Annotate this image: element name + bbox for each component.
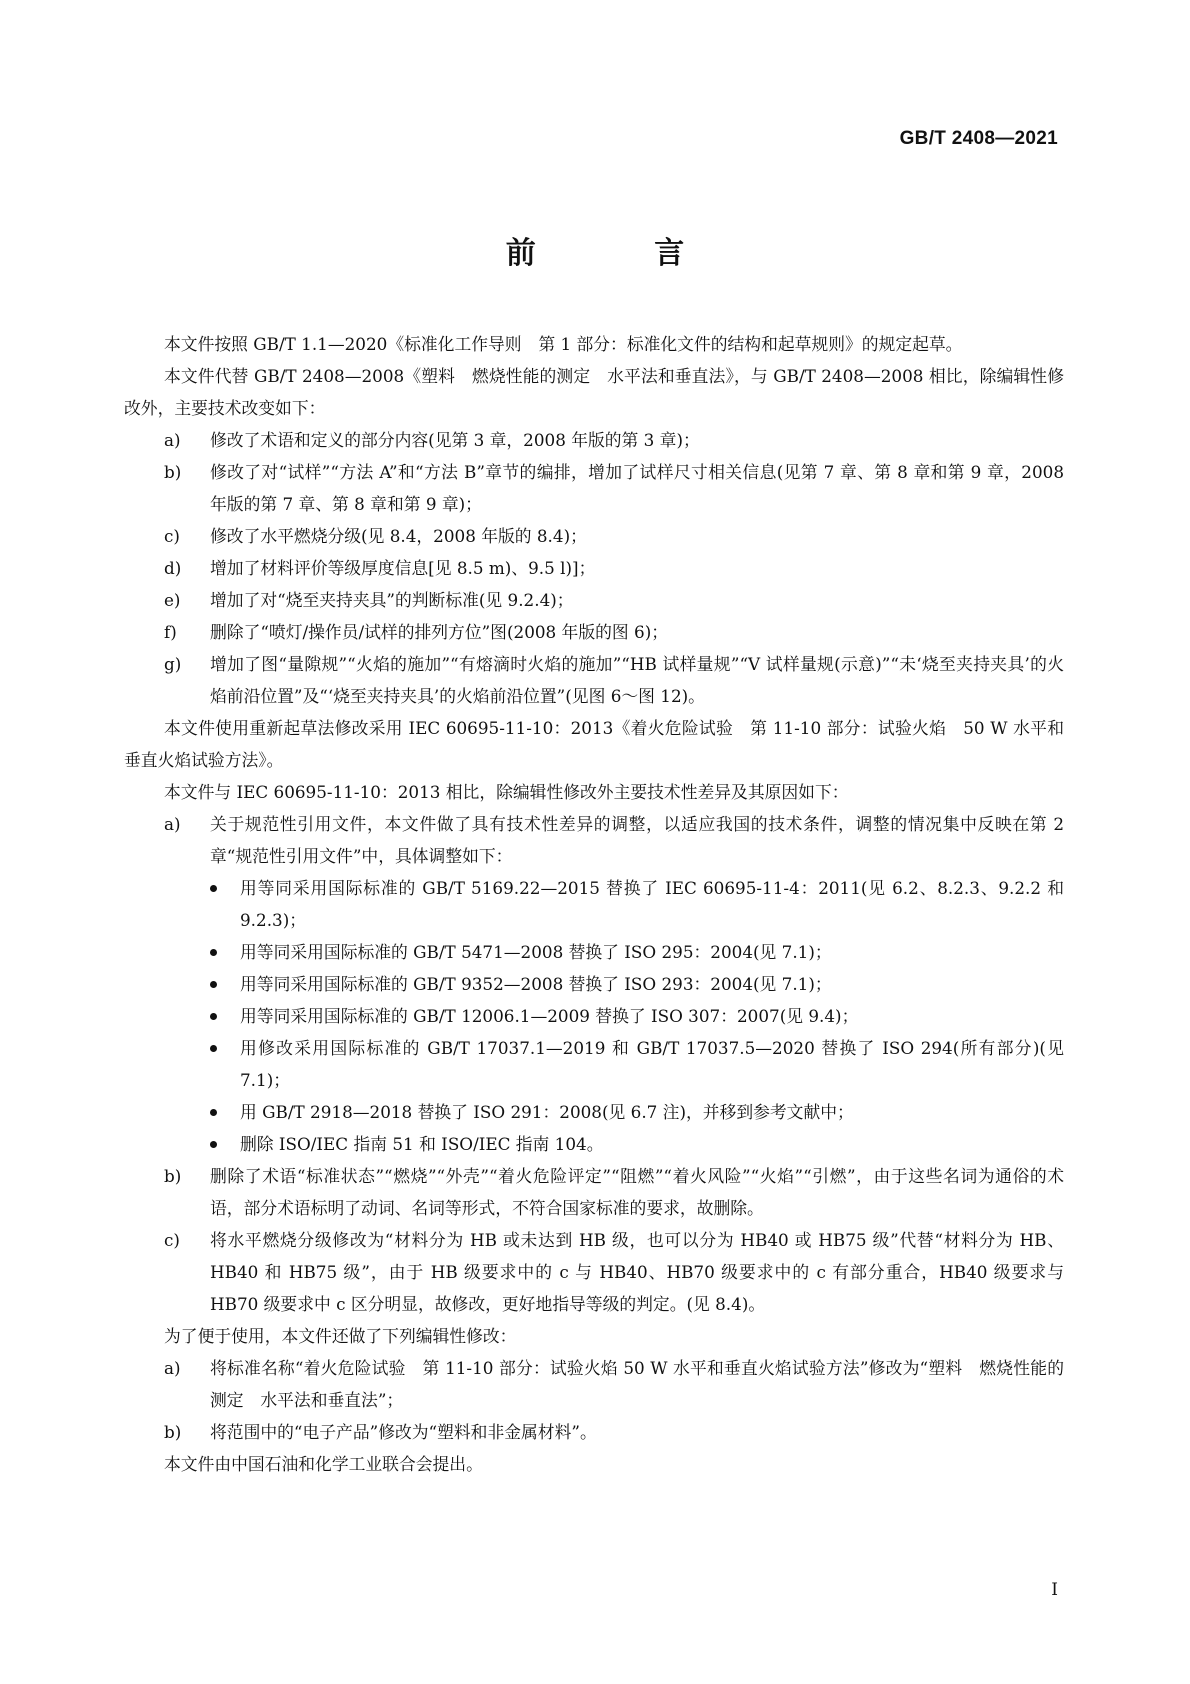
list-marker: e)	[164, 590, 181, 610]
list-marker: d)	[164, 558, 182, 578]
list-item-text: 关于规范性引用文件，本文件做了具有技术性差异的调整，以适应我国的技术条件，调整的情况集中反映在第 2 章“规范性引用文件”中，具体调整如下：	[210, 814, 1064, 866]
paragraph-differences: 本文件与 IEC 60695-11-10：2013 相比，除编辑性修改外主要技术性差异及其原因如下：	[164, 782, 849, 802]
editorial-changes-list	[124, 1352, 1064, 1448]
bullet-item	[124, 872, 1064, 936]
page-number: I	[1051, 1580, 1058, 1600]
list-item	[124, 1160, 1064, 1224]
list-marker: b)	[164, 462, 182, 482]
bullet-text: 用等同采用国际标准的 GB/T 12006.1—2009 替换了 ISO 307：2007(见 9.4)；	[240, 1006, 859, 1026]
bullet-item	[124, 1000, 1064, 1032]
bullet-item	[124, 1128, 1064, 1160]
bullet-dot-icon	[210, 885, 217, 892]
list-item	[124, 1416, 1064, 1448]
list-item-text: 增加了材料评价等级厚度信息[见 8.5 m)、9.5 l)]；	[210, 558, 596, 578]
list-item-text: 修改了对“试样”“方法 A”和“方法 B”章节的编排，增加了试样尺寸相关信息(见第 7 章、第 8 章和第 9 章，2008 年版的第 7 章、第 8 章和第 9 章)；	[210, 462, 1064, 514]
list-item-text: 将标准名称“着火危险试验 第 11-10 部分：试验火焰 50 W 水平和垂直火焰试验方法”修改为“塑料 燃烧性能的测定 水平法和垂直法”；	[210, 1358, 1064, 1410]
list-item-text: 增加了图“量隙规”“火焰的施加”“有熔滴时火焰的施加”“HB 试样量规”“V 试样量规(示意)”“未‘烧至夹持夹具’的火焰前沿位置”及“‘烧至夹持夹具’的火焰前沿位置”(见图 6～图 12)。	[210, 654, 1064, 706]
bullet-dot-icon	[210, 1109, 217, 1116]
list-item	[124, 1352, 1064, 1416]
bullet-text: 用等同采用国际标准的 GB/T 9352—2008 替换了 ISO 293：2004(见 7.1)；	[240, 974, 832, 994]
list-item-text: 删除了“喷灯/操作员/试样的排列方位”图(2008 年版的图 6)；	[210, 622, 669, 642]
list-item-text: 修改了水平燃烧分级(见 8.4，2008 年版的 8.4)；	[210, 526, 587, 546]
list-marker: c)	[164, 1230, 180, 1250]
list-item	[124, 584, 1064, 616]
list-item	[124, 648, 1064, 712]
list-item-text: 将范围中的“电子产品”修改为“塑料和非金属材料”。	[210, 1422, 597, 1442]
standard-number: GB/T 2408—2021	[899, 128, 1058, 149]
list-item-text: 删除了术语“标准状态”“燃烧”“外壳”“着火危险评定”“阻燃”“着火风险”“火焰”“引燃”，由于这些名词为通俗的术语，部分术语标明了动词、名词等形式，不符合国家标准的要求，故删除。	[210, 1166, 1064, 1218]
bullet-dot-icon	[210, 1141, 217, 1148]
foreword-body	[124, 328, 1064, 1480]
paragraph-adoption: 本文件使用重新起草法修改采用 IEC 60695-11-10：2013《着火危险试验 第 11-10 部分：试验火焰 50 W 水平和垂直火焰试验方法》。	[124, 718, 1064, 770]
paragraph-proposed-by: 本文件由中国石油和化学工业联合会提出。	[164, 1454, 483, 1474]
bullet-text: 用等同采用国际标准的 GB/T 5471—2008 替换了 ISO 295：2004(见 7.1)；	[240, 942, 832, 962]
paragraph-editorial: 为了便于使用，本文件还做了下列编辑性修改：	[164, 1326, 517, 1346]
bullet-text: 用修改采用国际标准的 GB/T 17037.1—2019 和 GB/T 17037.5—2020 替换了 ISO 294(所有部分)(见 7.1)；	[240, 1038, 1064, 1090]
list-item	[124, 456, 1064, 520]
list-marker: a)	[164, 1358, 181, 1378]
list-item-text: 将水平燃烧分级修改为“材料分为 HB 或未达到 HB 级，也可以分为 HB40 或 HB75 级”代替“材料分为 HB、HB40 和 HB75 级”，由于 HB 级要求中的 c 与 HB40、HB70 级要求中的 c 有部分重合，HB40 级要求与 HB70 级要求中 c 区分明显，故修改，更好地指导等级的判定。(见 8.4)。	[210, 1230, 1064, 1314]
bullet-item	[124, 1096, 1064, 1128]
technical-changes-list	[124, 424, 1064, 712]
list-item	[124, 520, 1064, 552]
list-item	[124, 616, 1064, 648]
bullet-text: 用 GB/T 2918—2018 替换了 ISO 291：2008(见 6.7 注)，并移到参考文献中；	[240, 1102, 854, 1122]
paragraph-replaces: 本文件代替 GB/T 2408—2008《塑料 燃烧性能的测定 水平法和垂直法》，与 GB/T 2408—2008 相比，除编辑性修改外，主要技术改变如下：	[124, 366, 1064, 418]
list-marker: g)	[164, 654, 182, 674]
bullet-dot-icon	[210, 981, 217, 988]
normative-references-list	[124, 872, 1064, 1160]
paragraph-drafting-rules: 本文件按照 GB/T 1.1—2020《标准化工作导则 第 1 部分：标准化文件的结构和起草规则》的规定起草。	[164, 334, 963, 354]
list-marker: b)	[164, 1422, 182, 1442]
list-item-text: 增加了对“烧至夹持夹具”的判断标准(见 9.2.4)；	[210, 590, 574, 610]
list-marker: f)	[164, 622, 177, 642]
list-marker: a)	[164, 430, 181, 450]
list-marker: a)	[164, 814, 181, 834]
list-item	[124, 424, 1064, 456]
list-item	[124, 808, 1064, 872]
technical-differences-list	[124, 808, 1064, 872]
bullet-dot-icon	[210, 949, 217, 956]
list-item	[124, 552, 1064, 584]
bullet-item	[124, 1032, 1064, 1096]
list-item	[124, 1224, 1064, 1320]
list-marker: c)	[164, 526, 180, 546]
bullet-item	[124, 968, 1064, 1000]
bullet-item	[124, 936, 1064, 968]
bullet-dot-icon	[210, 1045, 217, 1052]
page-title: 前 言	[505, 236, 739, 271]
bullet-text: 用等同采用国际标准的 GB/T 5169.22—2015 替换了 IEC 60695-11-4：2011(见 6.2、8.2.3、9.2.2 和 9.2.3)；	[240, 878, 1064, 930]
bullet-dot-icon	[210, 1013, 217, 1020]
list-item-text: 修改了术语和定义的部分内容(见第 3 章，2008 年版的第 3 章)；	[210, 430, 700, 450]
bullet-text: 删除 ISO/IEC 指南 51 和 ISO/IEC 指南 104。	[240, 1134, 604, 1154]
list-marker: b)	[164, 1166, 182, 1186]
technical-differences-list-cont	[124, 1160, 1064, 1320]
